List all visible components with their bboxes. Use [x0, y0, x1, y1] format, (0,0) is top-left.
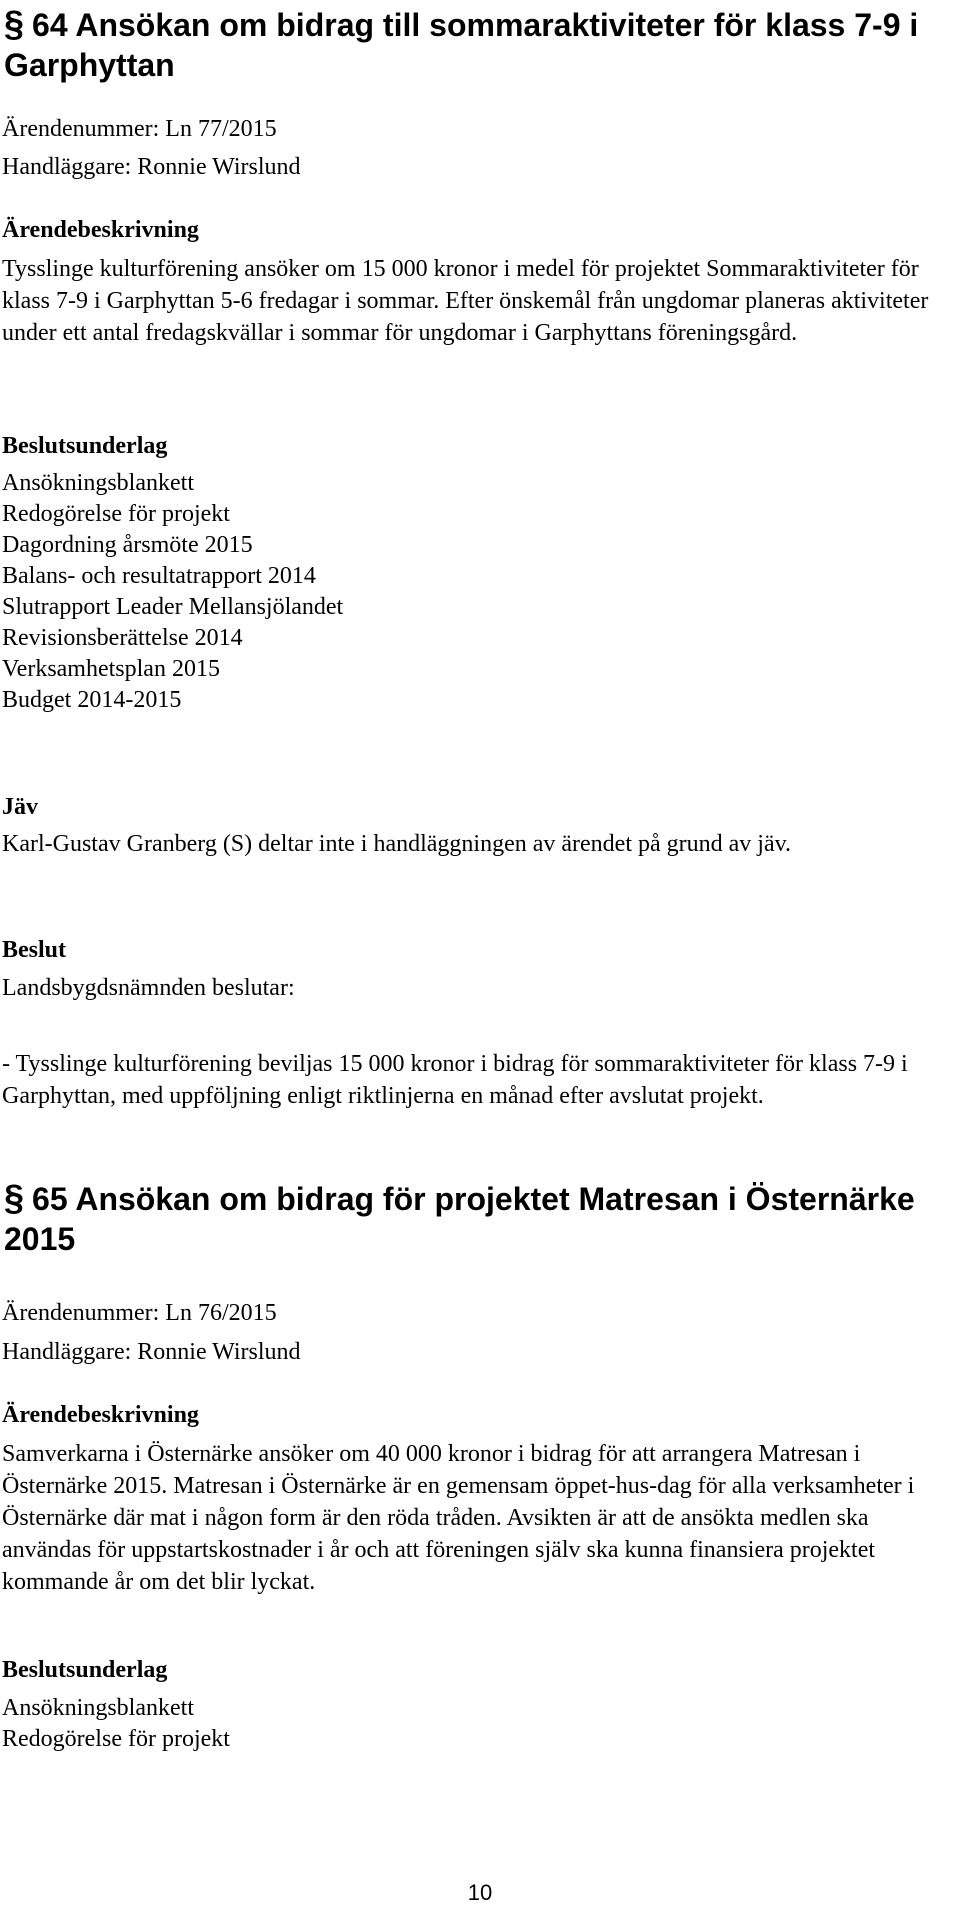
decision-intro: Landsbygdsnämnden beslutar: [2, 975, 295, 1001]
basis-item: Redogörelse för projekt [2, 1726, 230, 1752]
basis-item: Ansökningsblankett [2, 470, 194, 496]
description-text: Tysslinge kulturförening ansöker om 15 000 kronor i medel för projektet Sommaraktiviteter för klass 7-9 i Garphyttan 5-6 fredagar i sommar. Efter önskemål från ungdomar planeras aktiviteter under ett antal fredagskvällar i sommar för ungdomar i Garphyttans föreningsgård. [2, 256, 929, 346]
basis-item: Dagordning årsmöte 2015 [2, 532, 253, 558]
section-64-title-text: 64 Ansökan om bidrag till sommaraktiviteter för klass 7-9 i Garphyttan [4, 7, 919, 83]
section-sign: § [4, 1177, 25, 1218]
basis-item: Budget 2014-2015 [2, 687, 182, 713]
basis-item: Verksamhetsplan 2015 [2, 656, 220, 682]
page-number: 10 [467, 1880, 493, 1905]
description-heading: Ärendebeskrivning [2, 217, 199, 243]
case-number: Ärendenummer: Ln 77/2015 [2, 116, 277, 142]
basis-list [2, 468, 343, 716]
basis-list [2, 1693, 230, 1755]
section-64-title [4, 4, 934, 85]
basis-heading: Beslutsunderlag [2, 433, 168, 459]
section-65-title-text: 65 Ansökan om bidrag för projektet Matresan i Östernärke 2015 [4, 1181, 915, 1257]
case-number: Ärendenummer: Ln 76/2015 [2, 1300, 277, 1326]
basis-item: Slutrapport Leader Mellansjölandet [2, 594, 344, 620]
decision-text: - Tysslinge kulturförening beviljas 15 000 kronor i bidrag för sommaraktiviteter för klass 7-9 i Garphyttan, med uppföljning enligt riktlinjerna en månad efter avslutat projekt. [2, 1051, 908, 1109]
case-officer: Handläggare: Ronnie Wirslund [2, 154, 301, 180]
basis-item: Redogörelse för projekt [2, 501, 230, 527]
jav-text: Karl-Gustav Granberg (S) deltar inte i handläggningen av ärendet på grund av jäv. [2, 831, 792, 857]
basis-item: Balans- och resultatrapport 2014 [2, 563, 316, 589]
description-heading: Ärendebeskrivning [2, 1402, 199, 1428]
section-sign: § [4, 3, 25, 44]
basis-item: Ansökningsblankett [2, 1695, 194, 1721]
jav-heading: Jäv [2, 794, 38, 820]
basis-item: Revisionsberättelse 2014 [2, 625, 243, 651]
case-officer: Handläggare: Ronnie Wirslund [2, 1339, 301, 1365]
section-65-title [4, 1178, 934, 1259]
description-text: Samverkarna i Östernärke ansöker om 40 000 kronor i bidrag för att arrangera Matresan i Östernärke 2015. Matresan i Östernärke är en gemensam öppet-hus-dag för alla verksamheter i Östernärke där mat i någon form är den röda tråden. Avsikten är att de ansökta medlen ska användas för uppstartskostnader i år och att föreningen själv ska kunna finansiera projektet kommande år om det blir lyckat. [2, 1441, 915, 1595]
basis-heading: Beslutsunderlag [2, 1657, 168, 1683]
decision-heading: Beslut [2, 937, 67, 963]
